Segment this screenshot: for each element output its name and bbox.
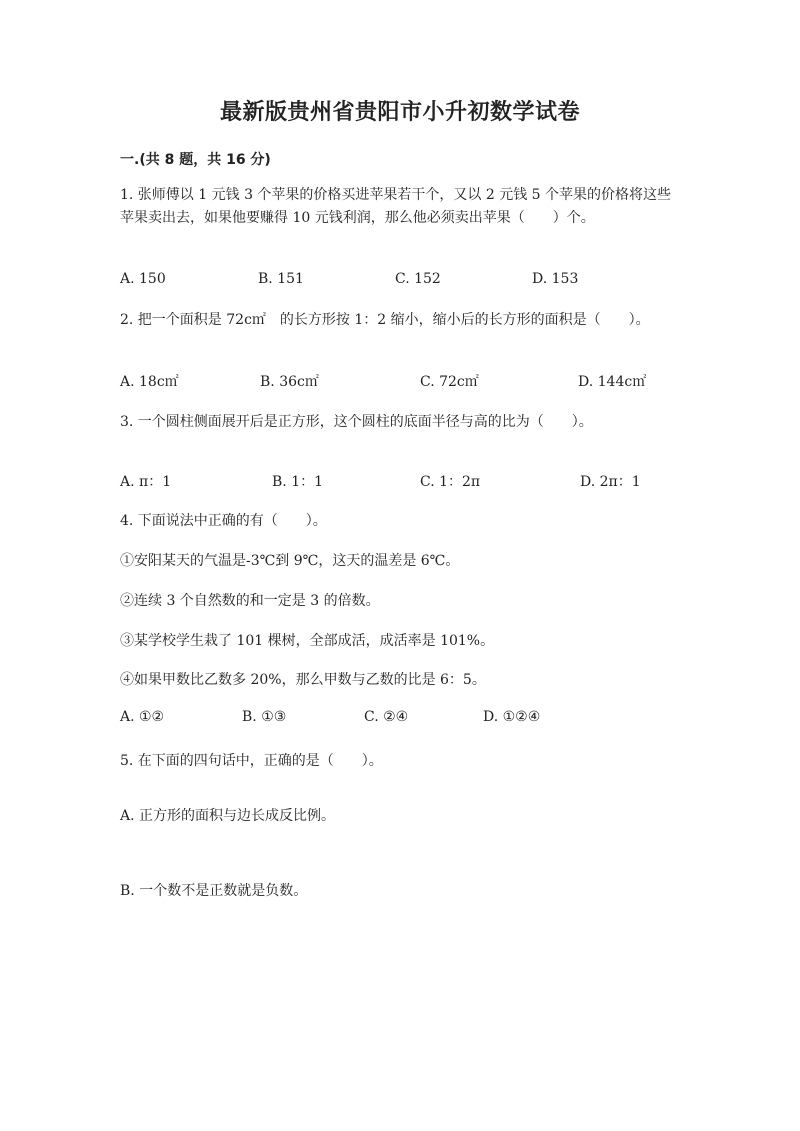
question-3-text: 3. 一个圆柱侧面展开后是正方形，这个圆柱的底面半径与高的比为（ ）。 [120, 414, 593, 430]
exam-title: 最新版贵州省贵阳市小升初数学试卷 [219, 100, 580, 125]
q4-option-a[interactable]: A. ①② [120, 709, 165, 725]
q4-statement-1: ①安阳某天的气温是-3℃到 9℃，这天的温差是 6℃。 [120, 553, 460, 569]
question-4-text: 4. 下面说法中正确的有（ ）。 [120, 513, 327, 529]
question-1-text: 1. 张师傅以 1 元钱 3 个苹果的价格买进苹果若干个，又以 2 元钱 5 个苹果的价格将这些苹果卖出去，如果他要赚得 10 元钱利润，那么他必须卖出苹果（ ）个。 [120, 187, 672, 226]
section-heading: 一.(共 8 题，共 16 分) [120, 152, 271, 168]
q1-option-c[interactable]: C. 152 [395, 271, 441, 287]
q3-option-d[interactable]: D. 2π：1 [580, 474, 641, 490]
q3-option-b[interactable]: B. 1：1 [272, 474, 324, 490]
q4-statement-2: ②连续 3 个自然数的和一定是 3 的倍数。 [120, 593, 380, 609]
q4-statement-3: ③某学校学生栽了 101 棵树，全部成活，成活率是 101%。 [120, 633, 495, 649]
q5-option-b[interactable]: B. 一个数不是正数就是负数。 [120, 883, 308, 899]
question-5-text: 5. 在下面的四句话中，正确的是（ ）。 [120, 753, 383, 769]
q1-option-a[interactable]: A. 150 [120, 271, 166, 287]
q1-option-b[interactable]: B. 151 [258, 271, 304, 287]
q4-option-d[interactable]: D. ①②④ [483, 709, 541, 725]
q3-option-c[interactable]: C. 1：2π [420, 474, 481, 490]
q4-option-b[interactable]: B. ①③ [242, 709, 287, 725]
q3-option-a[interactable]: A. π：1 [120, 474, 172, 490]
q5-option-a[interactable]: A. 正方形的面积与边长成反比例。 [120, 808, 336, 824]
question-2-text: 2. 把一个面积是 72c㎡ 的长方形按 1：2 缩小，缩小后的长方形的面积是（ ）。 [120, 312, 650, 328]
q1-option-d[interactable]: D. 153 [532, 271, 579, 287]
q2-option-b[interactable]: B. 36c㎡ [260, 374, 319, 390]
q2-option-c[interactable]: C. 72c㎡ [420, 374, 479, 390]
q4-option-c[interactable]: C. ②④ [364, 709, 409, 725]
q4-statement-4: ④如果甲数比乙数多 20%，那么甲数与乙数的比是 6：5。 [120, 672, 486, 688]
q2-option-a[interactable]: A. 18c㎡ [120, 374, 179, 390]
q2-option-d[interactable]: D. 144c㎡ [578, 374, 647, 390]
